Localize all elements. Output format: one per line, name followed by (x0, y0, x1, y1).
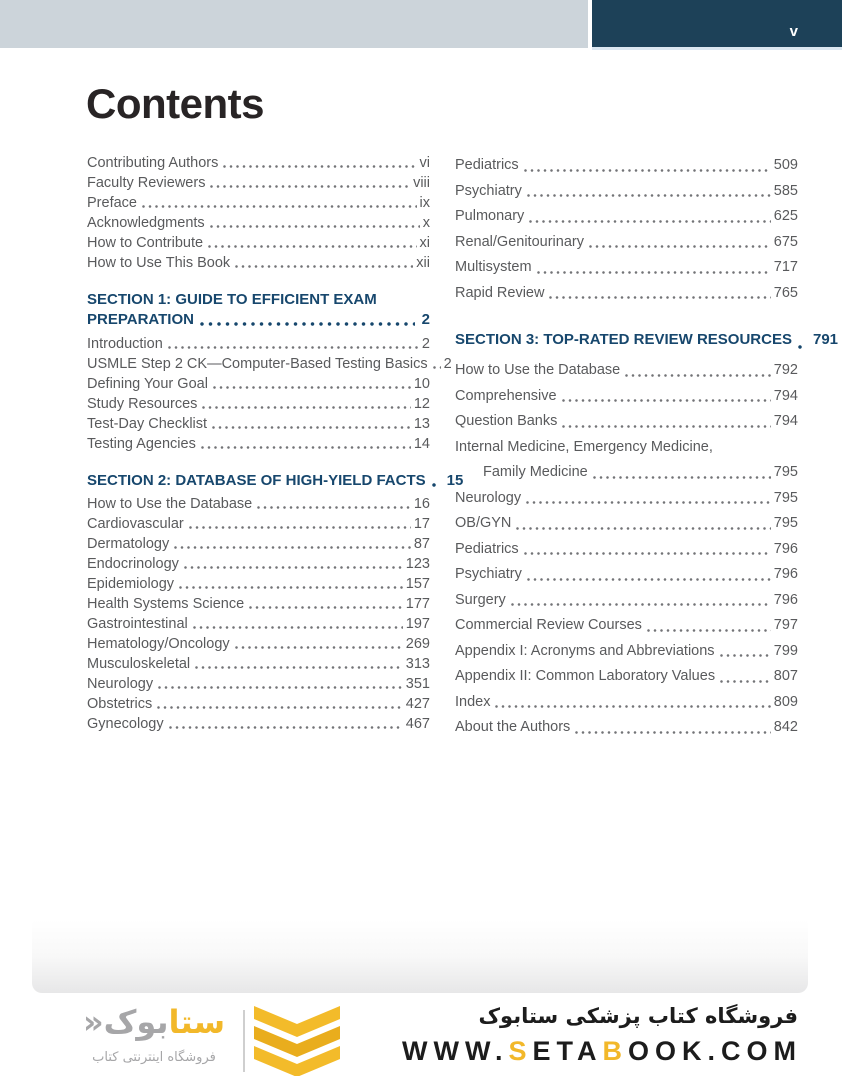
section-2-entries (87, 494, 430, 734)
toc-entry: Pediatrics 796 (455, 540, 798, 557)
toc-entry: Appendix II: Common Laboratory Values 807 (455, 668, 798, 684)
dot-leader (179, 586, 403, 589)
dot-leader (195, 666, 403, 669)
dot-leader (562, 425, 770, 428)
store-title-farsi: فروشگاه کتاب پزشکی ستابوک (478, 1004, 798, 1028)
dot-leader (526, 501, 771, 504)
dot-leader (720, 654, 771, 657)
toc-entry: Rapid Review 765 (455, 284, 798, 301)
toc-entry: Psychiatry 796 (455, 566, 798, 582)
toc-entry: How to Use the Database 16 (87, 496, 430, 512)
dot-leader (168, 346, 419, 349)
toc-entry: Faculty Reviewers viii (87, 175, 430, 191)
toc-entry: How to Contribute xi (87, 235, 430, 251)
toc-entry: Cardiovascular 17 (87, 516, 430, 532)
toc-entry: Dermatology 87 (87, 536, 430, 552)
dot-leader (174, 546, 411, 549)
toc-entry: Defining Your Goal 10 (87, 376, 430, 392)
dot-leader (625, 374, 771, 377)
toc-entry: USMLE Step 2 CK—Computer-Based Testing Basics 2 (87, 356, 452, 372)
section-2-continued-entries (455, 153, 798, 306)
dot-leader (516, 527, 770, 530)
toc-entry: Question Banks 794 (455, 413, 798, 429)
dot-leader (235, 646, 403, 649)
header-navy-band (592, 0, 842, 50)
logo-divider (243, 1010, 245, 1072)
toc-entry: Preface ix (87, 195, 430, 211)
dot-leader (495, 705, 770, 708)
dot-leader (529, 220, 770, 223)
toc-entry: Acknowledgments x (87, 215, 430, 231)
header-gray-band (0, 0, 588, 48)
dot-leader (235, 265, 413, 268)
dot-leader (200, 322, 415, 326)
bookstore-watermark (0, 1000, 842, 1080)
toc-right-column (455, 153, 839, 741)
toc-entry: Hematology/Oncology 269 (87, 636, 430, 652)
toc-entry: Gastrointestinal 197 (87, 616, 430, 632)
dot-leader (562, 399, 771, 402)
dot-leader (524, 552, 771, 555)
dot-leader (249, 606, 403, 609)
dot-leader (223, 165, 416, 168)
toc-entry: Health Systems Science 177 (87, 596, 430, 612)
section-1-heading: SECTION 1: GUIDE TO EFFICIENT EXAM PREPARATION 2 (87, 291, 430, 328)
dot-leader (212, 426, 411, 429)
toc-entry: Epidemiology 157 (87, 576, 430, 592)
dot-leader (257, 506, 411, 509)
dot-leader (432, 483, 440, 487)
dot-leader (157, 706, 403, 709)
toc-entry: Obstetrics 427 (87, 696, 430, 712)
toc-entry: Renal/Genitourinary 675 (455, 233, 798, 250)
toc-entry-continuation: Family Medicine 795 (483, 464, 798, 480)
section-1-entries (87, 334, 452, 454)
toc-entry: Psychiatry 585 (455, 182, 798, 199)
toc-entry: How to Use the Database 792 (455, 362, 798, 378)
section-2-heading: SECTION 2: DATABASE OF HIGH-YIELD FACTS 15 (87, 472, 464, 489)
toc-entry: Contributing Authors vi (87, 155, 430, 171)
dot-leader (213, 386, 411, 389)
toc-entry: Endocrinology 123 (87, 556, 430, 572)
dot-leader (527, 194, 771, 197)
section-3-entries (455, 358, 798, 741)
toc-entry: Pediatrics 509 (455, 157, 798, 173)
toc-entry: Pulmonary 625 (455, 208, 798, 224)
toc-entry: Appendix I: Acronyms and Abbreviations 799 (455, 642, 798, 659)
toc-entry-wrapped-line: Internal Medicine, Emergency Medicine, (455, 438, 713, 455)
section-3-heading: SECTION 3: TOP-RATED REVIEW RESOURCES 791 (455, 331, 839, 348)
toc-entry: Introduction 2 (87, 336, 430, 352)
dot-leader (208, 245, 416, 248)
toc-entry: Surgery 796 (455, 591, 798, 608)
dot-leader (210, 185, 410, 188)
chevron-logo-icon (254, 1006, 340, 1076)
toc-entry: Neurology 795 (455, 489, 798, 506)
toc-entry: How to Use This Book xii (87, 255, 430, 271)
dot-leader (575, 731, 771, 734)
toc-entry: OB/GYN 795 (455, 515, 798, 531)
dot-leader (202, 406, 410, 409)
dot-leader (210, 225, 420, 228)
dot-leader (189, 526, 411, 529)
dot-leader (593, 476, 771, 479)
dot-leader (158, 686, 403, 689)
toc-entry: Commercial Review Courses 797 (455, 617, 798, 633)
toc-entry: About the Authors 842 (455, 719, 798, 735)
toc-entry: Multisystem 717 (455, 259, 798, 275)
dot-leader (193, 626, 403, 629)
dot-leader (549, 296, 770, 299)
dot-leader (537, 271, 771, 274)
dot-leader (201, 446, 411, 449)
dot-leader (511, 603, 771, 606)
toc-entry: Study Resources 12 (87, 396, 430, 412)
dot-leader (798, 345, 806, 349)
toc-left-column (87, 153, 464, 734)
logo-tagline: فروشگاه اینترنتی کتاب (92, 1050, 216, 1065)
toc-entry: Gynecology 467 (87, 716, 430, 732)
dot-leader (433, 366, 441, 369)
page-folio: v (789, 23, 798, 40)
toc-entry: Comprehensive 794 (455, 387, 798, 404)
front-matter-group (87, 153, 430, 273)
toc-entry: Index 809 (455, 693, 798, 710)
setabook-logo-wordmark: ستابوک« (82, 1003, 226, 1041)
store-url: WWW.SETABOOK.COM (402, 1036, 802, 1066)
dot-leader (524, 169, 771, 172)
dot-leader (647, 629, 771, 632)
toc-entry: Musculoskeletal 313 (87, 656, 430, 672)
dot-leader (589, 245, 771, 248)
toc-entry: Neurology 351 (87, 676, 430, 692)
page-title: Contents (86, 80, 264, 127)
dot-leader (720, 680, 771, 683)
toc-entry: Test-Day Checklist 13 (87, 416, 430, 432)
dot-leader (142, 205, 417, 208)
page-bottom-shadow (32, 920, 808, 993)
dot-leader (169, 726, 403, 729)
dot-leader (184, 566, 403, 569)
dot-leader (527, 578, 771, 581)
toc-entry: Testing Agencies 14 (87, 436, 430, 452)
